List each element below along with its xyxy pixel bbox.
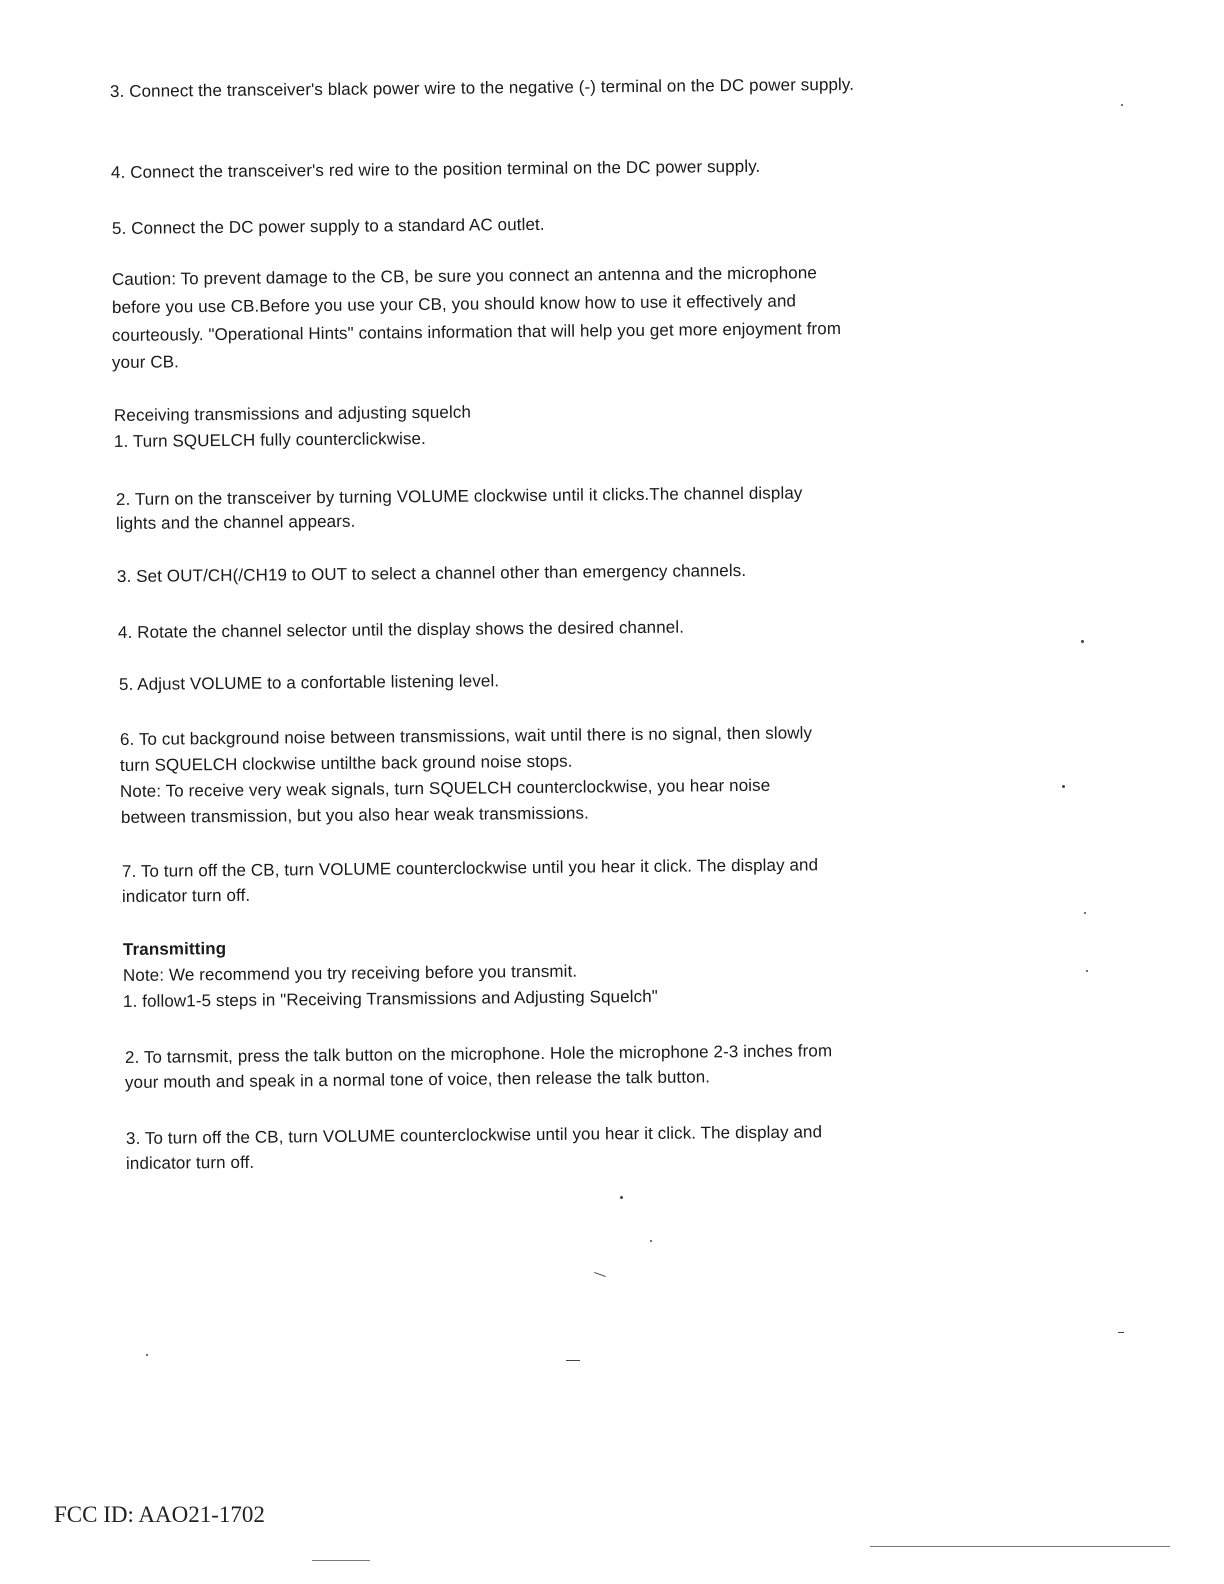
receiving-note-line-1: Note: To receive very weak signals, turn SQUELCH counterclockwise, you hear noise <box>119 775 771 801</box>
transmitting-step-3-line-1: 3. To turn off the CB, turn VOLUME counterclockwise until you hear it click. The display and <box>125 1122 823 1148</box>
scan-speck <box>594 1272 606 1277</box>
scan-speck <box>1081 640 1084 643</box>
receiving-step-3: 3. Set OUT/CH(/CH19 to OUT to select a channel other than emergency channels. <box>116 560 747 586</box>
receiving-step-7-line-2: indicator turn off. <box>121 885 251 906</box>
caution-line-1: Caution: To prevent damage to the CB, be sure you connect an antenna and the microphone <box>111 263 817 289</box>
scan-speck <box>1084 912 1086 914</box>
receiving-step-5: 5. Adjust VOLUME to a confortable listening level. <box>118 671 500 694</box>
scan-speck <box>620 1196 623 1199</box>
receiving-step-2-line-2: lights and the channel appears. <box>115 511 356 533</box>
receiving-step-6-line-2: turn SQUELCH clockwise untilthe back ground noise stops. <box>119 751 573 775</box>
setup-step-3: 3. Connect the transceiver's black power wire to the negative (-) terminal on the DC power supply. <box>109 74 855 101</box>
caution-line-2: before you use CB.Before you use your CB, you should know how to use it effectively and <box>111 291 797 317</box>
fcc-id: FCC ID: AAO21-1702 <box>54 1502 265 1527</box>
scan-speck <box>1062 785 1065 788</box>
receiving-step-6-line-1: 6. To cut background noise between transmissions, wait until there is no signal, then slowly <box>119 723 813 749</box>
receiving-title: Receiving transmissions and adjusting squelch <box>113 402 472 425</box>
transmitting-step-1: 1. follow1-5 steps in "Receiving Transmissions and Adjusting Squelch" <box>122 986 658 1011</box>
transmitting-title: Transmitting <box>122 939 227 959</box>
receiving-step-1: 1. Turn SQUELCH fully counterclickwise. <box>113 429 426 451</box>
receiving-step-4: 4. Rotate the channel selector until the display shows the desired channel. <box>117 617 685 642</box>
receiving-step-7-line-1: 7. To turn off the CB, turn VOLUME counterclockwise until you hear it click. The display and <box>121 855 819 881</box>
scan-speck <box>1118 1332 1124 1333</box>
scan-speck <box>146 1354 148 1356</box>
scan-speck <box>1121 104 1123 106</box>
scan-edge-line <box>312 1560 370 1561</box>
transmitting-step-3-line-2: indicator turn off. <box>125 1152 255 1173</box>
setup-step-4: 4. Connect the transceiver's red wire to the position terminal on the DC power supply. <box>110 156 761 182</box>
transmitting-step-2-line-1: 2. To tarnsmit, press the talk button on the microphone. Hole the microphone 2-3 inches from <box>124 1041 833 1067</box>
setup-step-5: 5. Connect the DC power supply to a standard AC outlet. <box>111 214 545 238</box>
receiving-note-line-2: between transmission, but you also hear weak transmissions. <box>120 803 590 827</box>
caution-line-3: courteously. "Operational Hints" contains information that will help you get more enjoyment from <box>111 319 842 345</box>
scan-speck <box>650 1240 652 1242</box>
scan-edge-line <box>870 1546 1170 1547</box>
caution-line-4: your CB. <box>111 352 180 372</box>
transmitting-note: Note: We recommend you try receiving before you transmit. <box>122 961 578 985</box>
scan-speck <box>566 1360 580 1361</box>
transmitting-step-2-line-2: your mouth and speak in a normal tone of voice, then release the talk button. <box>124 1067 711 1092</box>
scan-speck <box>1086 970 1088 972</box>
receiving-step-2-line-1: 2. Turn on the transceiver by turning VOLUME clockwise until it clicks.The channel display <box>115 483 803 509</box>
